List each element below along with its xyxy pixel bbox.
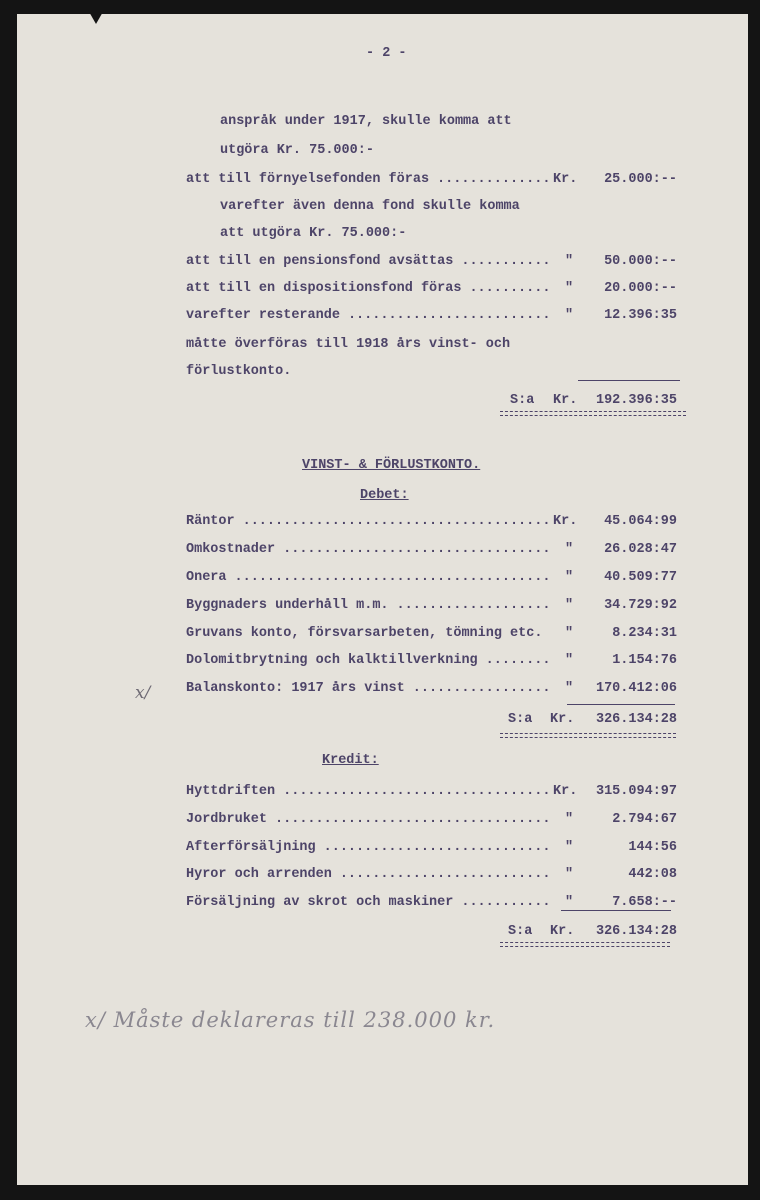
row-label: Hyror och arrenden [186,867,332,882]
ditto-marker: " [565,570,574,585]
ditto-marker: " [565,840,574,855]
allocation-row [186,308,548,324]
dot-leader [283,542,548,558]
amount-underline [561,910,671,911]
kredit-row [186,784,548,800]
total-currency: Kr. [550,924,575,939]
ditto-marker: " [565,542,574,557]
amount: 45.064:99 [604,514,677,529]
row-label: Balanskonto: 1917 års vinst [186,681,405,696]
dot-leader [461,254,548,270]
kredit-row [186,812,548,828]
total-currency: Kr. [553,393,578,408]
amount: 26.028:47 [604,542,677,557]
total-amount: 326.134:28 [595,712,677,727]
amount: 2.794:67 [612,812,677,827]
total-label: S:a [508,712,533,727]
handwritten-note: x/ Måste deklareras till 238.000 kr. [85,1008,496,1032]
double-underline [500,942,670,947]
dot-leader [283,784,548,800]
dot-leader [413,681,548,697]
ditto-marker: " [565,626,574,641]
row-label: Byggnaders underhåll m.m. [186,598,389,613]
intro-line: anspråk under 1917, skulle komma att [220,114,512,129]
allocation-row [186,281,548,297]
total-currency: Kr. [550,712,575,727]
amount: 8.234:31 [612,626,677,641]
debet-row [186,598,548,614]
amount: 170.412:06 [595,681,677,696]
handwritten-margin-mark: x/ [135,683,151,703]
total-amount: 326.134:28 [595,924,677,939]
dot-leader [437,172,548,188]
amount-underline [567,704,675,705]
note-line: att utgöra Kr. 75.000:- [220,226,407,241]
total-amount: 192.396:35 [595,393,677,408]
row-label: Hyttdriften [186,784,276,799]
amount: 25.000:-- [604,172,677,187]
kredit-row [186,895,548,911]
allocation-row [186,254,548,270]
ditto-marker: " [565,598,574,613]
amount: 1.154:76 [612,653,677,668]
debet-heading: Debet: [360,488,409,503]
tail-line: måtte överföras till 1918 års vinst- och [186,337,511,352]
row-label: att till förnyelsefonden föras [186,172,430,187]
ditto-marker: " [565,653,574,668]
amount: 442:08 [628,867,677,882]
amount: 12.396:35 [604,308,677,323]
kredit-heading: Kredit: [322,753,379,768]
page-corner-notch [88,10,104,24]
row-label: Jordbruket [186,812,268,827]
ditto-marker: " [565,681,574,696]
row-label: att till en pensionsfond avsättas [186,254,454,269]
amount: 7.658:-- [612,895,677,910]
row-label: Gruvans konto, försvarsarbeten, tömning etc. [186,626,543,641]
amount: 20.000:-- [604,281,677,296]
currency-marker: Kr. [553,784,578,799]
currency-marker: Kr. [553,514,578,529]
debet-row [186,626,548,642]
amount: 144:56 [628,840,677,855]
total-label: S:a [510,393,535,408]
ditto-marker: " [565,867,574,882]
dot-leader [461,895,548,911]
row-label: Försäljning av skrot och maskiner [186,895,454,910]
ditto-marker: " [565,895,574,910]
tail-line: förlustkonto. [186,364,292,379]
ditto-marker: " [565,812,574,827]
amount: 40.509:77 [604,570,677,585]
dot-leader [243,514,548,530]
ditto-marker: " [565,254,574,269]
debet-row [186,514,548,530]
dot-leader [324,840,548,856]
row-label: att till en dispositionsfond föras [186,281,462,296]
dot-leader [275,812,548,828]
double-underline [500,411,686,416]
ditto-marker: " [565,281,574,296]
dot-leader [340,867,548,883]
row-label: Afterförsäljning [186,840,316,855]
row-label: Onera [186,570,227,585]
amount: 50.000:-- [604,254,677,269]
row-label: Omkostnader [186,542,276,557]
row-label: Räntor [186,514,235,529]
dot-leader [235,570,548,586]
debet-row [186,681,548,697]
row-label: Dolomitbrytning och kalktillverkning [186,653,478,668]
page-number: - 2 - [366,46,407,61]
allocation-row [186,172,548,188]
amount: 34.729:92 [604,598,677,613]
double-underline [500,733,676,738]
section-title: VINST- & FÖRLUSTKONTO. [302,458,481,473]
row-label: varefter resterande [186,308,340,323]
debet-row [186,653,548,669]
amount: 315.094:97 [595,784,677,799]
ditto-marker: " [565,308,574,323]
debet-row [186,542,548,558]
kredit-row [186,840,548,856]
currency-marker: Kr. [553,172,578,187]
kredit-row [186,867,548,883]
total-label: S:a [508,924,533,939]
note-line: varefter även denna fond skulle komma [220,199,520,214]
dot-leader [348,308,548,324]
dot-leader [397,598,548,614]
debet-row [186,570,548,586]
intro-line: utgöra Kr. 75.000:- [220,143,374,158]
sum-rule [578,380,680,381]
